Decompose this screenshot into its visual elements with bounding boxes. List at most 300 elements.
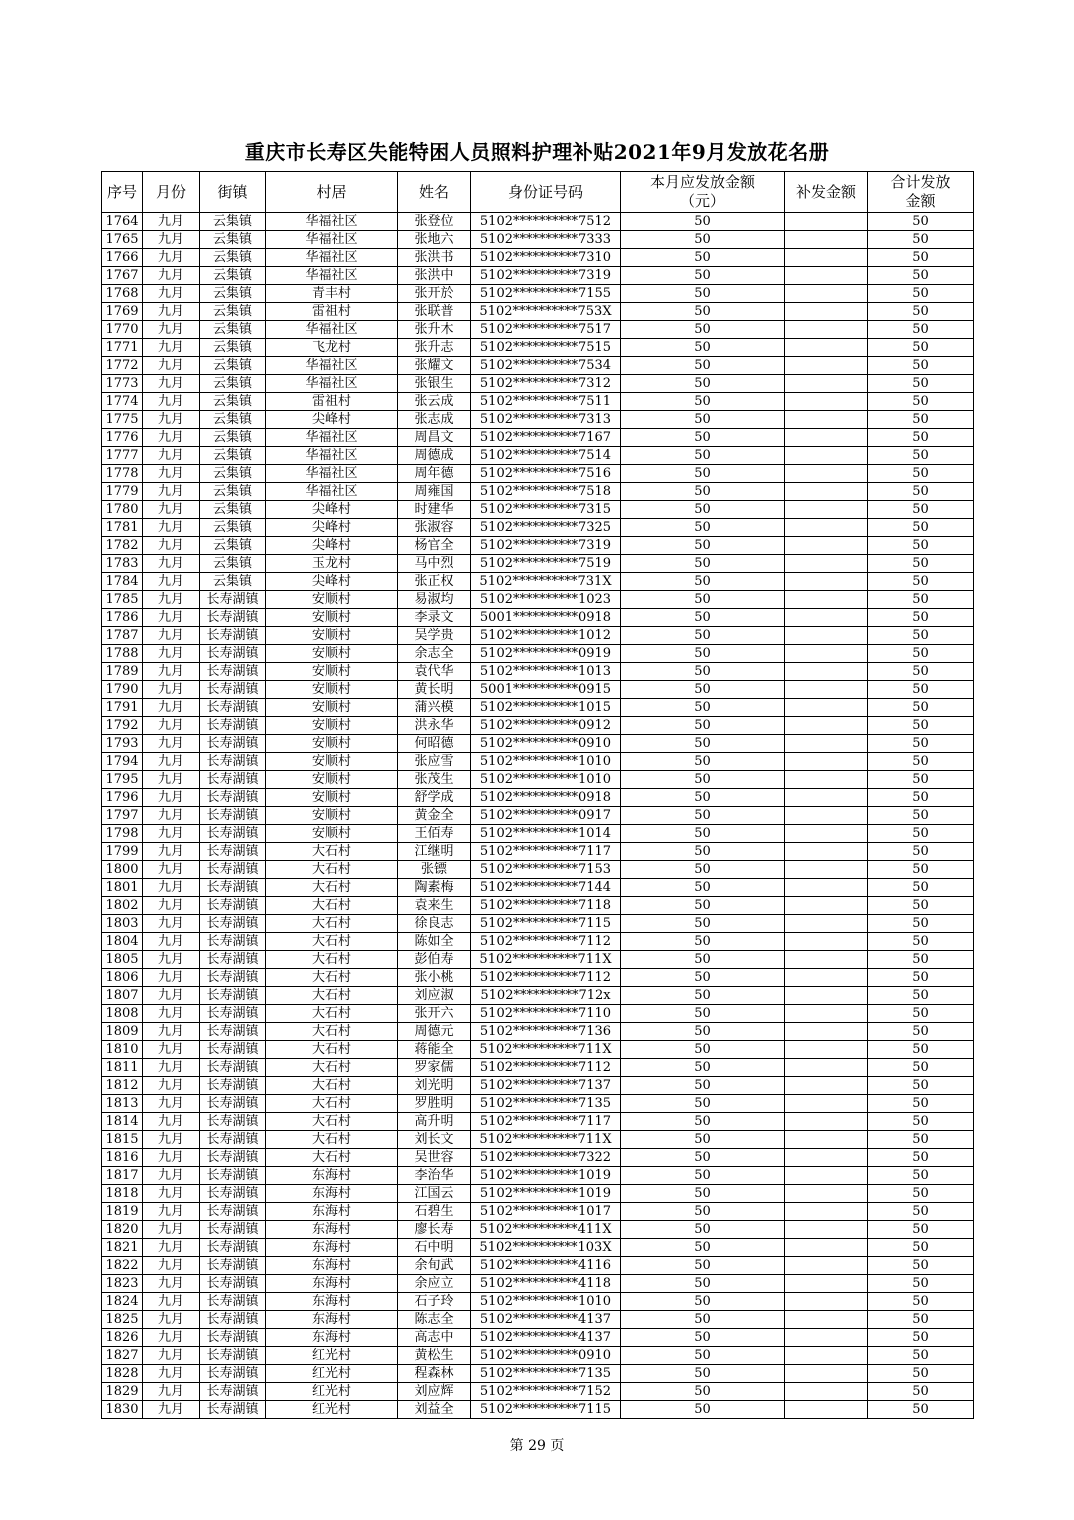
cell-town: 长寿湖镇: [200, 1275, 266, 1293]
cell-total: 50: [868, 537, 974, 555]
cell-total: 50: [868, 1221, 974, 1239]
cell-supplement: [785, 1005, 868, 1023]
table-row: [102, 591, 974, 609]
cell-seq: 1815: [102, 1131, 143, 1149]
cell-name: 陶素梅: [398, 879, 471, 897]
header-month: 月份: [143, 172, 200, 213]
cell-name: 周雍国: [398, 483, 471, 501]
cell-town: 云集镇: [200, 483, 266, 501]
cell-name: 刘应辉: [398, 1383, 471, 1401]
cell-town: 云集镇: [200, 303, 266, 321]
cell-monthly-amount: 50: [621, 339, 785, 357]
cell-town: 长寿湖镇: [200, 1221, 266, 1239]
cell-month: 九月: [143, 1023, 200, 1041]
cell-month: 九月: [143, 1095, 200, 1113]
cell-monthly-amount: 50: [621, 501, 785, 519]
cell-monthly-amount: 50: [621, 1383, 785, 1401]
cell-name: 程森林: [398, 1365, 471, 1383]
cell-id-number: 5102**********0917: [471, 807, 621, 825]
table-row: [102, 249, 974, 267]
cell-monthly-amount: 50: [621, 1095, 785, 1113]
cell-month: 九月: [143, 681, 200, 699]
cell-month: 九月: [143, 1041, 200, 1059]
table-row: [102, 681, 974, 699]
cell-name: 袁来生: [398, 897, 471, 915]
cell-village: 东海村: [266, 1221, 398, 1239]
cell-name: 刘光明: [398, 1077, 471, 1095]
table-row: [102, 825, 974, 843]
cell-town: 长寿湖镇: [200, 1257, 266, 1275]
cell-month: 九月: [143, 987, 200, 1005]
cell-town: 长寿湖镇: [200, 1347, 266, 1365]
table-row: [102, 1041, 974, 1059]
cell-month: 九月: [143, 699, 200, 717]
cell-village: 大石村: [266, 1059, 398, 1077]
cell-id-number: 5102**********7117: [471, 843, 621, 861]
cell-supplement: [785, 537, 868, 555]
cell-monthly-amount: 50: [621, 879, 785, 897]
cell-month: 九月: [143, 717, 200, 735]
cell-month: 九月: [143, 573, 200, 591]
cell-supplement: [785, 1401, 868, 1419]
cell-total: 50: [868, 321, 974, 339]
cell-town: 长寿湖镇: [200, 1185, 266, 1203]
cell-village: 大石村: [266, 1023, 398, 1041]
cell-supplement: [785, 1239, 868, 1257]
cell-seq: 1821: [102, 1239, 143, 1257]
cell-name: 蒲兴模: [398, 699, 471, 717]
cell-supplement: [785, 789, 868, 807]
cell-name: 廖长寿: [398, 1221, 471, 1239]
cell-town: 云集镇: [200, 213, 266, 231]
cell-monthly-amount: 50: [621, 1275, 785, 1293]
cell-month: 九月: [143, 1365, 200, 1383]
cell-id-number: 5102**********7518: [471, 483, 621, 501]
cell-month: 九月: [143, 1401, 200, 1419]
cell-id-number: 5102**********4116: [471, 1257, 621, 1275]
cell-name: 余旬武: [398, 1257, 471, 1275]
cell-total: 50: [868, 411, 974, 429]
cell-month: 九月: [143, 1131, 200, 1149]
table-row: [102, 303, 974, 321]
table-row: [102, 465, 974, 483]
cell-town: 长寿湖镇: [200, 861, 266, 879]
cell-monthly-amount: 50: [621, 807, 785, 825]
cell-town: 云集镇: [200, 375, 266, 393]
table-row: [102, 699, 974, 717]
cell-monthly-amount: 50: [621, 1041, 785, 1059]
cell-total: 50: [868, 1257, 974, 1275]
cell-monthly-amount: 50: [621, 789, 785, 807]
cell-town: 长寿湖镇: [200, 825, 266, 843]
cell-id-number: 5102**********7137: [471, 1077, 621, 1095]
cell-total: 50: [868, 1095, 974, 1113]
cell-monthly-amount: 50: [621, 1149, 785, 1167]
cell-id-number: 5102**********1010: [471, 771, 621, 789]
cell-id-number: 5102**********0912: [471, 717, 621, 735]
cell-monthly-amount: 50: [621, 1005, 785, 1023]
table-row: [102, 1113, 974, 1131]
cell-monthly-amount: 50: [621, 771, 785, 789]
cell-total: 50: [868, 1275, 974, 1293]
table-row: [102, 879, 974, 897]
cell-village: 尖峰村: [266, 501, 398, 519]
cell-monthly-amount: 50: [621, 753, 785, 771]
table-row: [102, 375, 974, 393]
cell-total: 50: [868, 591, 974, 609]
table-row: [102, 789, 974, 807]
cell-supplement: [785, 681, 868, 699]
cell-seq: 1819: [102, 1203, 143, 1221]
cell-id-number: 5102**********7112: [471, 933, 621, 951]
cell-id-number: 5102**********7155: [471, 285, 621, 303]
cell-id-number: 5102**********7136: [471, 1023, 621, 1041]
roster-table: [101, 171, 974, 1419]
cell-total: 50: [868, 1023, 974, 1041]
cell-monthly-amount: 50: [621, 393, 785, 411]
cell-monthly-amount: 50: [621, 285, 785, 303]
cell-name: 张升木: [398, 321, 471, 339]
cell-monthly-amount: 50: [621, 933, 785, 951]
cell-village: 大石村: [266, 861, 398, 879]
cell-village: 大石村: [266, 879, 398, 897]
cell-town: 长寿湖镇: [200, 1401, 266, 1419]
cell-town: 长寿湖镇: [200, 987, 266, 1005]
cell-seq: 1779: [102, 483, 143, 501]
cell-total: 50: [868, 231, 974, 249]
cell-total: 50: [868, 1167, 974, 1185]
cell-village: 大石村: [266, 1149, 398, 1167]
cell-seq: 1775: [102, 411, 143, 429]
cell-total: 50: [868, 771, 974, 789]
cell-town: 云集镇: [200, 231, 266, 249]
cell-seq: 1768: [102, 285, 143, 303]
cell-seq: 1777: [102, 447, 143, 465]
cell-monthly-amount: 50: [621, 1239, 785, 1257]
header-monthly-amount: [621, 172, 785, 213]
cell-supplement: [785, 555, 868, 573]
table-row: [102, 861, 974, 879]
cell-name: 罗胜明: [398, 1095, 471, 1113]
cell-month: 九月: [143, 465, 200, 483]
cell-town: 长寿湖镇: [200, 915, 266, 933]
cell-total: 50: [868, 1077, 974, 1095]
cell-village: 华福社区: [266, 483, 398, 501]
table-row: [102, 357, 974, 375]
cell-id-number: 5102**********731X: [471, 573, 621, 591]
cell-id-number: 5102**********712x: [471, 987, 621, 1005]
cell-total: 50: [868, 897, 974, 915]
table-row: [102, 393, 974, 411]
cell-name: 张云成: [398, 393, 471, 411]
cell-name: 罗家儒: [398, 1059, 471, 1077]
cell-supplement: [785, 1383, 868, 1401]
cell-village: 大石村: [266, 1041, 398, 1059]
cell-name: 周昌文: [398, 429, 471, 447]
cell-seq: 1827: [102, 1347, 143, 1365]
cell-village: 尖峰村: [266, 537, 398, 555]
cell-town: 长寿湖镇: [200, 1293, 266, 1311]
cell-monthly-amount: 50: [621, 897, 785, 915]
cell-supplement: [785, 1329, 868, 1347]
cell-seq: 1803: [102, 915, 143, 933]
cell-village: 大石村: [266, 1077, 398, 1095]
cell-name: 张洪书: [398, 249, 471, 267]
table-row: [102, 483, 974, 501]
cell-town: 长寿湖镇: [200, 1059, 266, 1077]
header-name: 姓名: [398, 172, 471, 213]
table-row: [102, 1293, 974, 1311]
cell-id-number: 5102**********4137: [471, 1311, 621, 1329]
cell-total: 50: [868, 1131, 974, 1149]
table-row: [102, 1185, 974, 1203]
cell-id-number: 5102**********7118: [471, 897, 621, 915]
cell-name: 陈如全: [398, 933, 471, 951]
cell-town: 长寿湖镇: [200, 1023, 266, 1041]
cell-month: 九月: [143, 1347, 200, 1365]
cell-id-number: 5102**********411X: [471, 1221, 621, 1239]
table-row: [102, 1347, 974, 1365]
cell-village: 东海村: [266, 1257, 398, 1275]
cell-monthly-amount: 50: [621, 645, 785, 663]
cell-village: 华福社区: [266, 357, 398, 375]
cell-total: 50: [868, 1347, 974, 1365]
cell-name: 吴世容: [398, 1149, 471, 1167]
cell-town: 云集镇: [200, 249, 266, 267]
cell-id-number: 5102**********7135: [471, 1095, 621, 1113]
cell-monthly-amount: 50: [621, 861, 785, 879]
table-row: [102, 645, 974, 663]
cell-total: 50: [868, 861, 974, 879]
cell-town: 长寿湖镇: [200, 591, 266, 609]
cell-seq: 1801: [102, 879, 143, 897]
cell-seq: 1776: [102, 429, 143, 447]
cell-town: 长寿湖镇: [200, 933, 266, 951]
cell-town: 长寿湖镇: [200, 1041, 266, 1059]
cell-name: 黄金全: [398, 807, 471, 825]
cell-name: 周德元: [398, 1023, 471, 1041]
cell-seq: 1790: [102, 681, 143, 699]
cell-village: 大石村: [266, 1095, 398, 1113]
table-row: [102, 1005, 974, 1023]
cell-supplement: [785, 1113, 868, 1131]
cell-monthly-amount: 50: [621, 1131, 785, 1149]
cell-month: 九月: [143, 483, 200, 501]
cell-total: 50: [868, 1041, 974, 1059]
cell-name: 石碧生: [398, 1203, 471, 1221]
cell-total: 50: [868, 807, 974, 825]
cell-village: 大石村: [266, 969, 398, 987]
cell-total: 50: [868, 843, 974, 861]
cell-month: 九月: [143, 645, 200, 663]
cell-seq: 1805: [102, 951, 143, 969]
cell-id-number: 5102**********4118: [471, 1275, 621, 1293]
table-row: [102, 1311, 974, 1329]
cell-name: 杨官全: [398, 537, 471, 555]
cell-seq: 1778: [102, 465, 143, 483]
table-row: [102, 1167, 974, 1185]
cell-total: 50: [868, 1113, 974, 1131]
cell-monthly-amount: 50: [621, 1401, 785, 1419]
cell-village: 红光村: [266, 1383, 398, 1401]
cell-name: 石子玲: [398, 1293, 471, 1311]
cell-total: 50: [868, 735, 974, 753]
cell-monthly-amount: 50: [621, 555, 785, 573]
cell-village: 华福社区: [266, 447, 398, 465]
cell-seq: 1820: [102, 1221, 143, 1239]
cell-supplement: [785, 393, 868, 411]
cell-supplement: [785, 1041, 868, 1059]
cell-total: 50: [868, 627, 974, 645]
cell-supplement: [785, 1167, 868, 1185]
table-row: [102, 807, 974, 825]
cell-month: 九月: [143, 1311, 200, 1329]
cell-town: 长寿湖镇: [200, 645, 266, 663]
cell-id-number: 5102**********7112: [471, 969, 621, 987]
cell-name: 张开六: [398, 1005, 471, 1023]
cell-id-number: 5102**********7516: [471, 465, 621, 483]
cell-supplement: [785, 339, 868, 357]
cell-total: 50: [868, 717, 974, 735]
cell-id-number: 5102**********1023: [471, 591, 621, 609]
cell-id-number: 5102**********1015: [471, 699, 621, 717]
cell-town: 云集镇: [200, 357, 266, 375]
table-row: [102, 501, 974, 519]
cell-town: 云集镇: [200, 465, 266, 483]
cell-village: 大石村: [266, 1131, 398, 1149]
cell-supplement: [785, 1059, 868, 1077]
cell-name: 周年德: [398, 465, 471, 483]
cell-month: 九月: [143, 825, 200, 843]
cell-town: 长寿湖镇: [200, 1077, 266, 1095]
cell-name: 周德成: [398, 447, 471, 465]
cell-monthly-amount: 50: [621, 1077, 785, 1095]
cell-seq: 1816: [102, 1149, 143, 1167]
cell-village: 大石村: [266, 1113, 398, 1131]
cell-seq: 1829: [102, 1383, 143, 1401]
header-town: 街镇: [200, 172, 266, 213]
cell-village: 玉龙村: [266, 555, 398, 573]
cell-month: 九月: [143, 339, 200, 357]
cell-month: 九月: [143, 555, 200, 573]
cell-total: 50: [868, 249, 974, 267]
cell-id-number: 5102**********7515: [471, 339, 621, 357]
cell-id-number: 5102**********7167: [471, 429, 621, 447]
cell-village: 华福社区: [266, 321, 398, 339]
cell-town: 长寿湖镇: [200, 753, 266, 771]
cell-total: 50: [868, 339, 974, 357]
cell-village: 大石村: [266, 933, 398, 951]
cell-name: 黄长明: [398, 681, 471, 699]
cell-monthly-amount: 50: [621, 537, 785, 555]
cell-town: 长寿湖镇: [200, 897, 266, 915]
cell-supplement: [785, 267, 868, 285]
table-row: [102, 339, 974, 357]
cell-supplement: [785, 375, 868, 393]
table-row: [102, 1077, 974, 1095]
cell-id-number: 5102**********753X: [471, 303, 621, 321]
cell-supplement: [785, 771, 868, 789]
cell-total: 50: [868, 915, 974, 933]
cell-month: 九月: [143, 879, 200, 897]
cell-town: 长寿湖镇: [200, 969, 266, 987]
cell-seq: 1814: [102, 1113, 143, 1131]
table-row: [102, 411, 974, 429]
table-row: [102, 771, 974, 789]
table-row: [102, 1257, 974, 1275]
cell-monthly-amount: 50: [621, 951, 785, 969]
cell-total: 50: [868, 465, 974, 483]
cell-seq: 1825: [102, 1311, 143, 1329]
table-row: [102, 627, 974, 645]
cell-id-number: 5102**********7325: [471, 519, 621, 537]
cell-total: 50: [868, 303, 974, 321]
cell-monthly-amount: 50: [621, 1203, 785, 1221]
cell-name: 张镖: [398, 861, 471, 879]
cell-town: 长寿湖镇: [200, 951, 266, 969]
cell-name: 高升明: [398, 1113, 471, 1131]
cell-total: 50: [868, 555, 974, 573]
header-total: [868, 172, 974, 213]
table-row: [102, 753, 974, 771]
cell-town: 长寿湖镇: [200, 681, 266, 699]
cell-supplement: [785, 447, 868, 465]
cell-town: 长寿湖镇: [200, 807, 266, 825]
cell-seq: 1813: [102, 1095, 143, 1113]
cell-monthly-amount: 50: [621, 213, 785, 231]
cell-village: 青丰村: [266, 285, 398, 303]
cell-month: 九月: [143, 969, 200, 987]
cell-supplement: [785, 213, 868, 231]
cell-supplement: [785, 573, 868, 591]
cell-monthly-amount: 50: [621, 411, 785, 429]
cell-town: 长寿湖镇: [200, 771, 266, 789]
cell-town: 长寿湖镇: [200, 735, 266, 753]
cell-name: 江继明: [398, 843, 471, 861]
cell-id-number: 5102**********7313: [471, 411, 621, 429]
cell-month: 九月: [143, 1239, 200, 1257]
cell-supplement: [785, 951, 868, 969]
cell-village: 安顺村: [266, 753, 398, 771]
cell-supplement: [785, 231, 868, 249]
cell-name: 余志全: [398, 645, 471, 663]
table-row: [102, 1023, 974, 1041]
cell-village: 华福社区: [266, 465, 398, 483]
cell-supplement: [785, 843, 868, 861]
cell-village: 红光村: [266, 1401, 398, 1419]
cell-monthly-amount: 50: [621, 609, 785, 627]
cell-name: 彭伯寿: [398, 951, 471, 969]
cell-seq: 1798: [102, 825, 143, 843]
cell-name: 张地六: [398, 231, 471, 249]
cell-supplement: [785, 357, 868, 375]
cell-seq: 1818: [102, 1185, 143, 1203]
cell-supplement: [785, 1257, 868, 1275]
table-row: [102, 1203, 974, 1221]
cell-village: 红光村: [266, 1365, 398, 1383]
cell-month: 九月: [143, 1293, 200, 1311]
cell-id-number: 5001**********0915: [471, 681, 621, 699]
cell-seq: 1785: [102, 591, 143, 609]
table-row: [102, 1059, 974, 1077]
cell-total: 50: [868, 1149, 974, 1167]
table-row: [102, 321, 974, 339]
cell-id-number: 5001**********0918: [471, 609, 621, 627]
cell-village: 华福社区: [266, 429, 398, 447]
cell-seq: 1804: [102, 933, 143, 951]
cell-village: 东海村: [266, 1329, 398, 1347]
cell-id-number: 5102**********7333: [471, 231, 621, 249]
